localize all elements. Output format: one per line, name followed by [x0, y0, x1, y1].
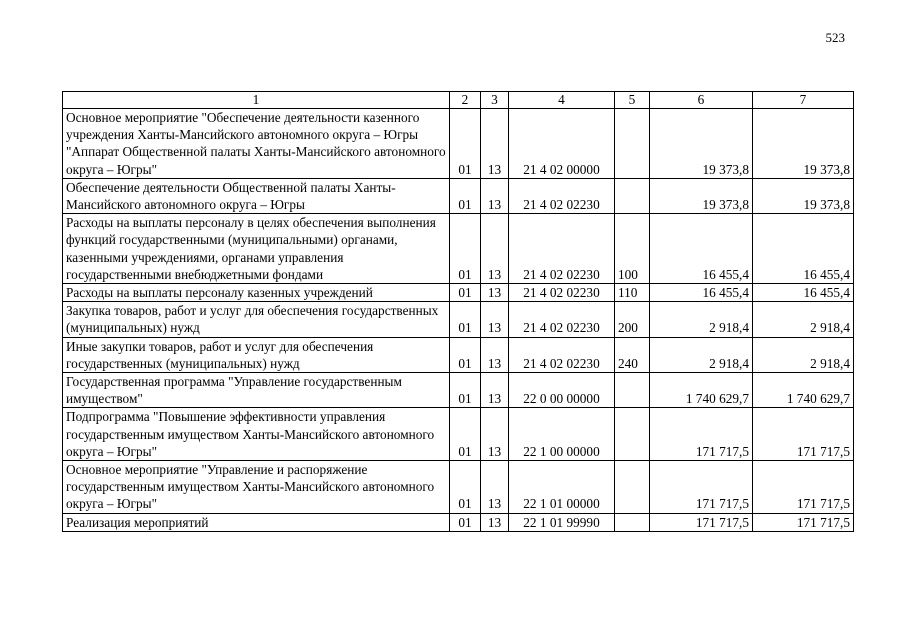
table-row: [63, 408, 854, 461]
section-code: 01: [450, 461, 481, 514]
expense-type-code: 200: [615, 302, 650, 337]
amount-col-6: 16 455,4: [650, 284, 753, 302]
target-article-code: 21 4 02 02230: [509, 302, 615, 337]
target-article-code: 22 1 00 00000: [509, 408, 615, 461]
item-name: Закупка товаров, работ и услуг для обеспечения государственных (муниципальных) нужд: [63, 302, 450, 337]
item-name: Основное мероприятие "Обеспечение деятельности казенного учреждения Ханты-Мансийского автономного округа – Югры "Аппарат Общественной палаты Ханты-Мансийского автономного округа – Югры": [63, 109, 450, 179]
item-name: Иные закупки товаров, работ и услуг для обеспечения государственных (муниципальных) нужд: [63, 337, 450, 372]
amount-col-6: 171 717,5: [650, 513, 753, 531]
table-row: [63, 214, 854, 284]
item-name: Расходы на выплаты персоналу в целях обеспечения выполнения функций государственными (муниципальными) органами, казенными учреждениями, органами управления государственными внебюджетными фондами: [63, 214, 450, 284]
table-body: [63, 109, 854, 532]
amount-col-6: 16 455,4: [650, 214, 753, 284]
column-header: 1: [63, 92, 450, 109]
subsection-code: 13: [481, 373, 509, 408]
subsection-code: 13: [481, 302, 509, 337]
column-header: 4: [509, 92, 615, 109]
section-code: 01: [450, 302, 481, 337]
section-code: 01: [450, 284, 481, 302]
expense-type-code: 100: [615, 214, 650, 284]
expense-type-code: 240: [615, 337, 650, 372]
amount-col-6: 19 373,8: [650, 109, 753, 179]
column-header: 3: [481, 92, 509, 109]
item-name: Реализация мероприятий: [63, 513, 450, 531]
amount-col-7: 2 918,4: [753, 337, 854, 372]
amount-col-7: 16 455,4: [753, 284, 854, 302]
subsection-code: 13: [481, 109, 509, 179]
amount-col-6: 171 717,5: [650, 408, 753, 461]
target-article-code: 21 4 02 02230: [509, 214, 615, 284]
amount-col-7: 171 717,5: [753, 513, 854, 531]
table-row: [63, 337, 854, 372]
section-code: 01: [450, 214, 481, 284]
amount-col-6: 19 373,8: [650, 178, 753, 213]
table-row: [63, 109, 854, 179]
section-code: 01: [450, 337, 481, 372]
subsection-code: 13: [481, 461, 509, 514]
expense-type-code: [615, 513, 650, 531]
amount-col-6: 2 918,4: [650, 302, 753, 337]
target-article-code: 21 4 02 02230: [509, 284, 615, 302]
budget-table: [62, 91, 854, 532]
amount-col-6: 2 918,4: [650, 337, 753, 372]
subsection-code: 13: [481, 408, 509, 461]
target-article-code: 21 4 02 02230: [509, 337, 615, 372]
table-row: [63, 284, 854, 302]
item-name: Обеспечение деятельности Общественной палаты Ханты-Мансийского автономного округа – Югры: [63, 178, 450, 213]
expense-type-code: [615, 178, 650, 213]
section-code: 01: [450, 178, 481, 213]
target-article-code: 21 4 02 00000: [509, 109, 615, 179]
subsection-code: 13: [481, 178, 509, 213]
expense-type-code: [615, 373, 650, 408]
amount-col-7: 16 455,4: [753, 214, 854, 284]
page-number: 523: [825, 30, 845, 45]
table-row: [63, 373, 854, 408]
amount-col-7: 2 918,4: [753, 302, 854, 337]
section-code: 01: [450, 373, 481, 408]
table-row: [63, 461, 854, 514]
section-code: 01: [450, 513, 481, 531]
amount-col-7: 171 717,5: [753, 408, 854, 461]
item-name: Государственная программа "Управление государственным имуществом": [63, 373, 450, 408]
item-name: Основное мероприятие "Управление и распоряжение государственным имуществом Ханты-Мансийского автономного округа – Югры": [63, 461, 450, 514]
amount-col-7: 19 373,8: [753, 178, 854, 213]
amount-col-7: 171 717,5: [753, 461, 854, 514]
expense-type-code: [615, 109, 650, 179]
target-article-code: 22 1 01 99990: [509, 513, 615, 531]
section-code: 01: [450, 408, 481, 461]
header-row: [63, 92, 854, 109]
table-row: [63, 513, 854, 531]
column-header: 5: [615, 92, 650, 109]
section-code: 01: [450, 109, 481, 179]
column-header: 7: [753, 92, 854, 109]
expense-type-code: [615, 408, 650, 461]
subsection-code: 13: [481, 513, 509, 531]
column-header: 6: [650, 92, 753, 109]
column-header: 2: [450, 92, 481, 109]
expense-type-code: 110: [615, 284, 650, 302]
subsection-code: 13: [481, 284, 509, 302]
expense-type-code: [615, 461, 650, 514]
target-article-code: 22 1 01 00000: [509, 461, 615, 514]
target-article-code: 21 4 02 02230: [509, 178, 615, 213]
table-row: [63, 302, 854, 337]
item-name: Подпрограмма "Повышение эффективности управления государственным имуществом Ханты-Мансийского автономного округа – Югры": [63, 408, 450, 461]
item-name: Расходы на выплаты персоналу казенных учреждений: [63, 284, 450, 302]
table-row: [63, 178, 854, 213]
target-article-code: 22 0 00 00000: [509, 373, 615, 408]
amount-col-7: 1 740 629,7: [753, 373, 854, 408]
subsection-code: 13: [481, 214, 509, 284]
amount-col-7: 19 373,8: [753, 109, 854, 179]
amount-col-6: 1 740 629,7: [650, 373, 753, 408]
subsection-code: 13: [481, 337, 509, 372]
amount-col-6: 171 717,5: [650, 461, 753, 514]
